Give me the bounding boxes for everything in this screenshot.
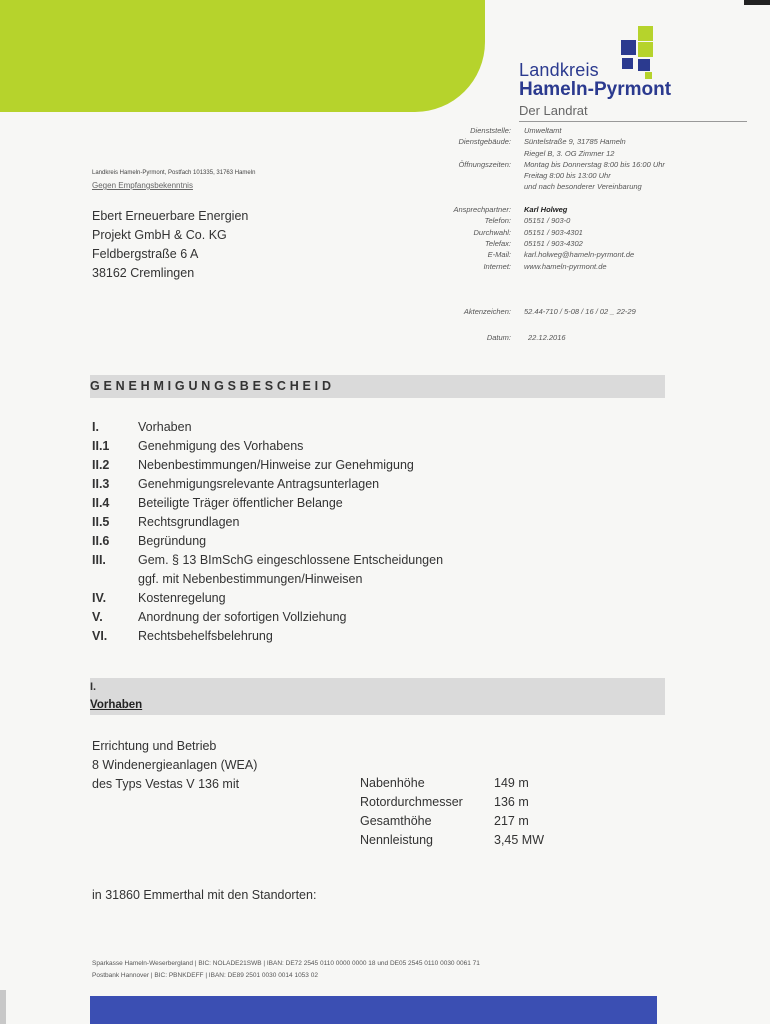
return-address: Landkreis Hameln-Pyrmont, Postfach 101335, 31763 Hameln — [92, 170, 256, 176]
logo-line2: Hameln-Pyrmont — [519, 79, 672, 100]
info-label: Öffnungszeiten: — [458, 159, 511, 169]
info-value: Süntelstraße 9, 31785 Hameln — [524, 137, 626, 147]
info-label: Dienststelle: — [470, 126, 511, 135]
logo-line1: Landkreis — [519, 60, 599, 80]
spec-row — [360, 812, 544, 831]
toc-item — [92, 475, 443, 494]
contact-values — [524, 126, 665, 273]
file-ref-value: 52.44-710 / 5-08 / 16 / 02 _ 22-29 — [524, 307, 636, 316]
toc-num: II.1 — [92, 439, 110, 453]
info-label — [453, 194, 511, 205]
toc-text: Gem. § 13 BImSchG eingeschlossene Entscheidungen — [138, 553, 444, 567]
file-ref-label: Aktenzeichen: — [463, 307, 511, 316]
date-label: Datum: — [486, 333, 511, 342]
spec-row — [360, 774, 544, 793]
toc-item — [92, 437, 443, 456]
toc-num: VI. — [92, 629, 108, 643]
website-link[interactable]: www.hameln-pyrmont.de — [524, 261, 607, 271]
toc-text: Begründung — [138, 534, 207, 548]
info-value: Umweltamt — [524, 126, 562, 135]
document-title-bar — [90, 375, 665, 398]
toc-item — [92, 589, 443, 608]
info-label: Telefax: — [485, 238, 511, 248]
document-title: GENEHMIGUNGSBESCHEID — [90, 379, 335, 393]
info-value: Montag bis Donnerstag 8:00 bis 16:00 Uhr — [524, 159, 665, 169]
toc-num: II.6 — [92, 534, 110, 548]
spec-label: Gesamthöhe — [360, 814, 432, 828]
recipient-line: Feldbergstraße 6 A — [92, 247, 199, 261]
footer-line: Postbank Hannover | BIC: PBNKDEFF | IBAN: DE89 2501 0030 0014 1053 02 — [92, 972, 318, 979]
recipient-line: Projekt GmbH & Co. KG — [92, 228, 227, 242]
spec-value: 217 m — [494, 814, 529, 828]
body-line: Errichtung und Betrieb — [92, 739, 217, 753]
section-number: I. — [90, 681, 97, 693]
toc-text: Genehmigung des Vorhabens — [138, 439, 304, 453]
info-label: Internet: — [483, 261, 511, 271]
spec-label: Rotordurchmesser — [360, 795, 463, 809]
toc-num: IV. — [92, 591, 107, 605]
info-value: 05151 / 903-0 — [524, 216, 571, 226]
district-name — [519, 60, 671, 118]
info-value: und nach besonderer Vereinbarung — [524, 182, 642, 192]
spec-value: 3,45 MW — [494, 833, 545, 847]
toc-num: I. — [92, 420, 99, 434]
toc-num: V. — [92, 610, 103, 624]
toc-item — [92, 551, 443, 570]
toc-text: ggf. mit Nebenbestimmungen/Hinweisen — [138, 572, 363, 586]
toc-item — [92, 418, 443, 437]
spec-value: 149 m — [494, 776, 529, 790]
toc-text: Kostenregelung — [138, 591, 226, 605]
info-value: 05151 / 903-4301 — [524, 227, 583, 237]
spec-row — [360, 831, 544, 850]
toc-item — [92, 456, 443, 475]
info-label: Ansprechpartner: — [453, 205, 511, 215]
info-label: Dienstgebäude: — [458, 137, 511, 147]
date-value: 22.12.2016 — [528, 333, 566, 342]
spec-label: Nabenhöhe — [360, 776, 425, 790]
toc-text: Beteiligte Träger öffentlicher Belange — [138, 496, 343, 510]
toc-text: Rechtsgrundlagen — [138, 515, 240, 529]
toc-text: Anordnung der sofortigen Vollziehung — [138, 610, 347, 624]
toc-text: Rechtsbehelfsbelehrung — [138, 629, 273, 643]
contact-labels — [453, 126, 511, 273]
contact-person: Karl Holweg — [524, 205, 568, 215]
toc-num — [92, 570, 138, 589]
toc-text: Nebenbestimmungen/Hinweise zur Genehmigung — [138, 458, 414, 472]
toc-item — [92, 608, 443, 627]
info-label: Durchwahl: — [473, 227, 511, 237]
info-value — [524, 194, 665, 205]
spec-label: Nennleistung — [360, 833, 433, 847]
scan-edge-left — [0, 990, 6, 1024]
info-label — [453, 171, 511, 182]
turbine-specs — [360, 774, 544, 850]
email-link[interactable]: karl.holweg@hameln-pyrmont.de — [524, 250, 635, 260]
header-rule — [519, 121, 747, 122]
toc-item — [92, 570, 443, 589]
section-heading-bar — [90, 678, 665, 715]
toc-num: III. — [92, 553, 106, 567]
logo-line3: Der Landrat — [519, 103, 588, 118]
project-description — [92, 737, 257, 794]
info-label — [453, 149, 511, 160]
footer-line: Sparkasse Hameln-Weserbergland | BIC: NOLADE21SWB | IBAN: DE72 2545 0110 0000 0000 18 und DE05 2545 0110 0030 0061 71 — [92, 960, 480, 967]
bank-details-footer — [92, 958, 480, 982]
recipient-line: Ebert Erneuerbare Energien — [92, 209, 249, 223]
recipient-line: 38162 Cremlingen — [92, 266, 195, 280]
toc-text: Genehmigungsrelevante Antragsunterlagen — [138, 477, 380, 491]
spec-value: 136 m — [494, 795, 529, 809]
info-value: Riegel B, 3. OG Zimmer 12 — [524, 148, 615, 158]
toc-item — [92, 494, 443, 513]
body-line: 8 Windenergieanlagen (WEA) — [92, 758, 258, 772]
delivery-note: Gegen Empfangsbekenntnis — [92, 181, 193, 190]
toc-num: II.5 — [92, 515, 110, 529]
section-title: Vorhaben — [90, 699, 143, 711]
info-label — [453, 182, 511, 193]
toc-num: II.3 — [92, 477, 110, 491]
info-label: E-Mail: — [487, 250, 511, 260]
toc-num: II.4 — [92, 496, 110, 510]
spec-row — [360, 793, 544, 812]
info-label: Telefon: — [484, 216, 511, 226]
table-of-contents — [92, 418, 443, 646]
recipient-address — [92, 207, 248, 283]
toc-item — [92, 532, 443, 551]
scan-edge — [744, 0, 770, 5]
toc-item — [92, 627, 443, 646]
toc-item — [92, 513, 443, 532]
toc-text: Vorhaben — [138, 420, 192, 434]
info-value: Freitag 8:00 bis 13:00 Uhr — [524, 171, 611, 181]
body-line: des Typs Vestas V 136 mit — [92, 777, 240, 791]
info-value: 05151 / 903-4302 — [524, 238, 583, 248]
location-line: in 31860 Emmerthal mit den Standorten: — [92, 888, 317, 902]
header-green-shape — [0, 0, 485, 112]
footer-blue-bar — [90, 996, 657, 1024]
toc-num: II.2 — [92, 458, 110, 472]
